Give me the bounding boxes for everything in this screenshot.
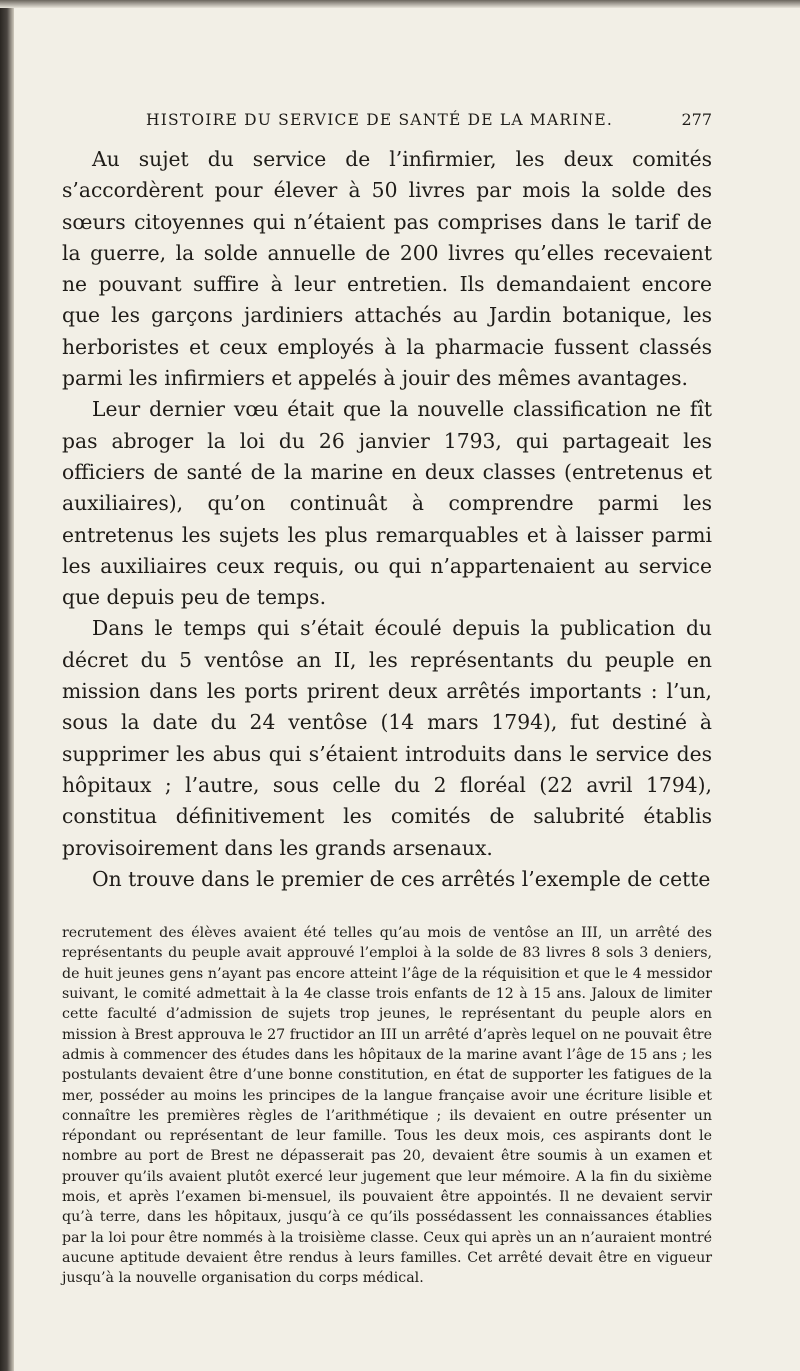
footnote: recrutement des élèves avaient été telles qu’au mois de ventôse an III, un arrêté des représentants du peuple avait approuvé l’emploi à la solde de 83 livres 8 sols 3 deniers, de huit jeunes gens n’ayant pas encore atteint l’âge de la réquisition et que le 4 messidor suivant, le comité admettait à la 4e classe trois enfants de 12 à 15 ans. Jaloux de limiter cette faculté d’admission de sujets trop jeunes, le représentant du peuple alors en mission à Brest approuva le 27 fructidor an III un arrêté d’après lequel on ne pouvait être admis à commencer des études dans les hôpitaux de la marine avant l’âge de 15 ans ; les postulants devaient être d’une bonne constitution, en état de supporter les fatigues de la mer, posséder au moins les principes de la langue française avoir une écriture lisible et connaître les premières règles de l’arithmétique ; ils devaient en outre présenter un répondant ou représentant de leur famille. Tous les deux mois, ces aspirants dont le nombre au port de Brest ne dépasserait pas 20, devaient être soumis à un examen et prouver qu’ils avaient plutôt exercé leur jugement que leur mémoire. A la fin du sixième mois, et après l’examen bi-mensuel, ils pouvaient être appointés. Il ne devaient servir qu’à terre, dans les hôpitaux, jusqu’à ce qu’ils possédassent les connaissances établies par la loi pour être nommés à la troisième classe. Ceux qui après un an n’auraient montré aucune aptitude devaient être rendus à leurs familles. Cet arrêté devait être en vigueur jusqu’à la nouvelle organisation du corps médical. [62, 925, 712, 1287]
page-top-edge [0, 0, 800, 8]
paragraph: Leur dernier vœu était que la nouvelle classification ne fît pas abroger la loi du 26 janvier 1793, qui partageait les officiers de santé de la marine en deux classes (entretenus et auxiliaires), qu’on continuât à comprendre parmi les entretenus les sujets les plus remarquables et à laisser parmi les auxiliaires ceux requis, ou qui n’appartenaient au service que depuis peu de temps. [62, 397, 712, 610]
book-binding-edge [0, 0, 14, 1371]
running-title: HISTOIRE DU SERVICE DE SANTÉ DE LA MARINE. [146, 111, 613, 129]
paragraph: On trouve dans le premier de ces arrêtés l’exemple de cette [92, 866, 711, 891]
paragraph: Au sujet du service de l’infirmier, les deux comités s’accordèrent pour élever à 50 livres par mois la solde des sœurs citoyennes qui n’étaient pas comprises dans le tarif de la guerre, la solde annuelle de 200 livres qu’elles recevaient ne pouvant suffire à leur entretien. Ils demandaient encore que les garçons jardiniers attachés au Jardin botanique, les herboristes et ceux employés à la pharmacie fussent classés parmi les infirmiers et appelés à jouir des mêmes avantages. [62, 147, 712, 391]
page-number: 277 [681, 110, 712, 129]
book-page [62, 110, 712, 1288]
body-text [62, 144, 712, 895]
paragraph: Dans le temps qui s’était écoulé depuis la publication du décret du 5 ventôse an II, les représentants du peuple en mission dans les ports prirent deux arrêtés importants : l’un, sous la date du 24 ventôse (14 mars 1794), fut destiné à supprimer les abus qui s’étaient introduits dans le service des hôpitaux ; l’autre, sous celle du 2 floréal (22 avril 1794), constitua définitivement les comités de salubrité établis provisoirement dans les grands arsenaux. [62, 616, 712, 860]
running-head [62, 110, 712, 140]
